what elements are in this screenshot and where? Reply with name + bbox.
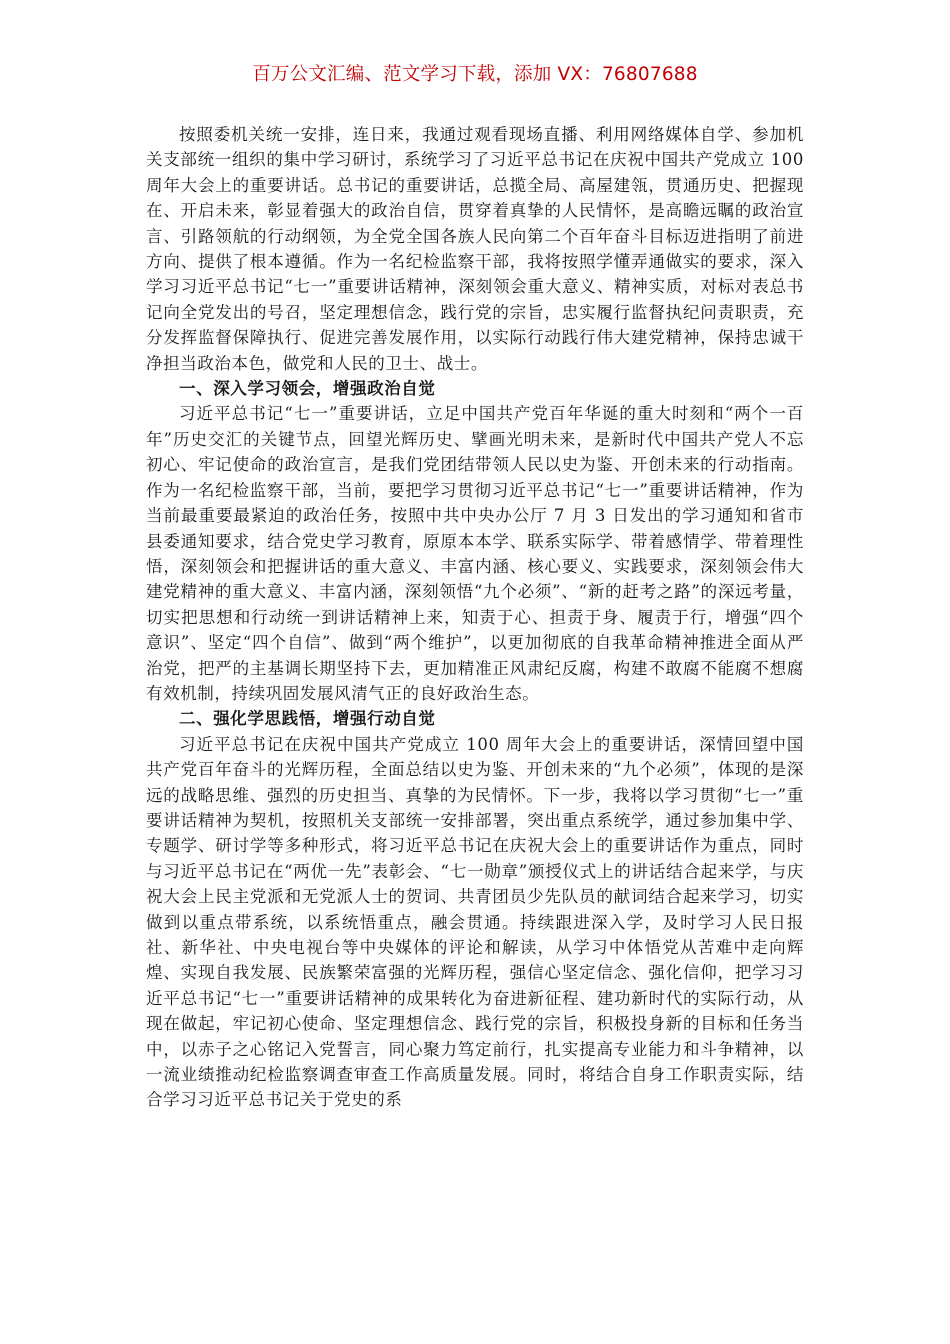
section-2-paragraph: 习近平总书记在庆祝中国共产党成立 100 周年大会上的重要讲话，深情回望中国共产党百年奋斗的光辉历程，全面总结以史为鉴、开创未来的“九个必须”，体现的是深远的战略思维、强烈的历史担当、真挚的为民情怀。下一步，我将以学习贯彻“七一”重要讲话精神为契机，按照机关支部统一安排部署，突出重点系统学，通过参加集中学、专题学、研讨学等多种形式，将习近平总书记在庆祝大会上的重要讲话作为重点，同时与习近平总书记在“两优一先”表彰会、“七一勋章”颁授仪式上的讲话结合起来学，与庆祝大会上民主党派和无党派人士的贺词、共青团员少先队员的献词结合起来学习，切实做到以重点带系统，以系统悟重点，融会贯通。持续跟进深入学，及时学习人民日报社、新华社、中央电视台等中央媒体的评论和解读，从学习中体悟党从苦难中走向辉煌、实现自我发展、民族繁荣富强的光辉历程，强信心坚定信念、强化信仰，把学习习近平总书记“七一”重要讲话精神的成果转化为奋进新征程、建功新时代的实际行动，从现在做起，牢记初心使命、坚定理想信念、践行党的宗旨，积极投身新的目标和任务当中，以赤子之心铭记入党誓言，同心聚力笃定前行，扎实提高专业能力和斗争精神，以一流业绩推动纪检监察调查审查工作高质量发展。同时，将结合自身工作职责实际，结合学习习近平总书记关于党史的系 (146, 734, 804, 1110)
section-1-paragraph: 习近平总书记“七一”重要讲话，立足中国共产党百年华诞的重大时刻和“两个一百年”历史交汇的关键节点，回望光辉历史、擘画光明未来，是新时代中国共产党人不忘初心、牢记使命的政治宣言，是我们党团结带领人民以史为鉴、开创未来的行动指南。作为一名纪检监察干部，当前，要把学习贯彻习近平总书记“七一”重要讲话精神，作为当前最重要最紧迫的政治任务，按照中共中央办公厅 7 月 3 日发出的学习通知和省市县委通知要求，结合党史学习教育，原原本本学、联系实际学、带着感情学、带着理性悟，深刻领会和把握讲话的重大意义、丰富内涵、核心要义、实践要求，深刻领会伟大建党精神的重大意义、丰富内涵，深刻领悟“九个必须”、“新的赶考之路”的深远考量，切实把思想和行动统一到讲话精神上来，知责于心、担责于身、履责于行，增强“四个意识”、坚定“四个自信”、做到“两个维护”，以更加彻底的自我革命精神推进全面从严治党，把严的主基调长期坚持下去，更加精准正风肃纪反腐，构建不敢腐不能腐不想腐有效机制，持续巩固发展风清气正的良好政治生态。 (146, 404, 804, 703)
section-heading-1: 一、深入学习领会，增强政治自觉 (179, 379, 436, 399)
document-page (146, 62, 804, 1113)
document-body (146, 122, 804, 1113)
section-heading-2: 二、强化学思践悟，增强行动自觉 (179, 709, 436, 729)
header-banner: 百万公文汇编、范文学习下载，添加 VX：76807688 (252, 64, 698, 85)
intro-paragraph: 按照委机关统一安排，连日来，我通过观看现场直播、利用网络媒体自学、参加机关支部统一组织的集中学习研讨，系统学习了习近平总书记在庆祝中国共产党成立 100 周年大会上的重要讲话。总书记的重要讲话，总揽全局、高屋建瓴，贯通历史、把握现在、开启未来，彰显着强大的政治自信，贯穿着真挚的人民情怀，是高瞻远瞩的政治宣言、引路领航的行动纲领，为全党全国各族人民向第二个百年奋斗目标迈进指明了前进方向、提供了根本遵循。作为一名纪检监察干部，我将按照学懂弄通做实的要求，深入学习习近平总书记“七一”重要讲话精神，深刻领会重大意义、精神实质，对标对表总书记向全党发出的号召，坚定理想信念，践行党的宗旨，忠实履行监督执纪问责职责，充分发挥监督保障执行、促进完善发展作用，以实际行动践行伟大建党精神，保持忠诚干净担当政治本色，做党和人民的卫士、战士。 (146, 125, 804, 373)
